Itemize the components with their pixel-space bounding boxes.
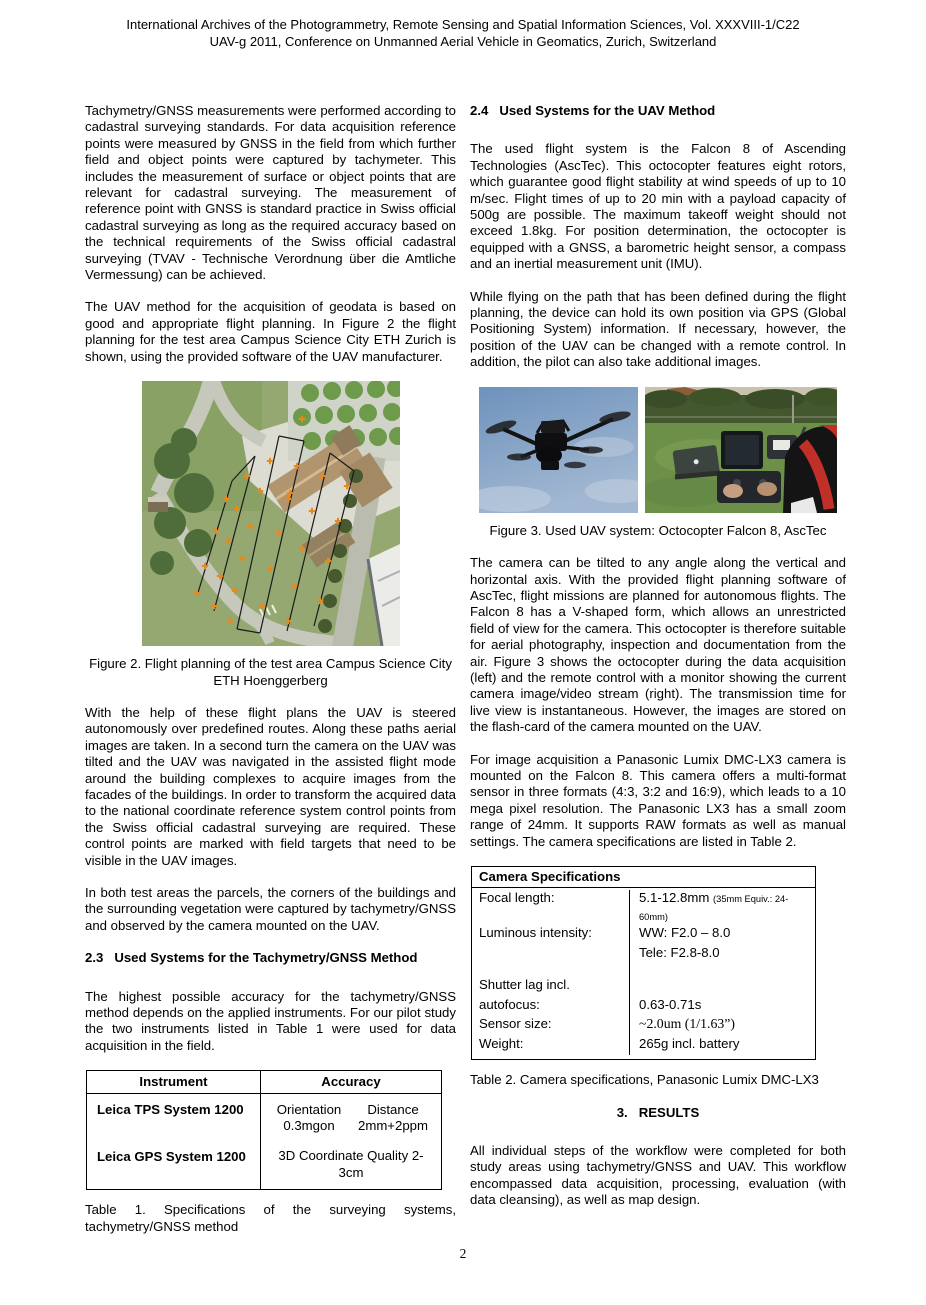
paragraph-tachymetry-standards: Tachymetry/GNSS measurements were performed according to cadastral surveying standards. For data acquisition reference points were measured by GNSS in the field from which further field and object points were captured by tachymeter. This includes the measurement of surface or object points that are relevant for cadastral surveying. The measurement of reference point with GNSS is standard practice in Swiss official cadastral surveying as long as the required accuracy based on the technical requirements of the Swiss official cadastral surveying (TVAV - Technische Verordnung über die Amtliche Vermessung) can be achieved. [85, 103, 456, 283]
table1-tps-accuracy [267, 1102, 435, 1135]
table1-header-row [87, 1071, 441, 1093]
table1-distance-label: Distance [367, 1101, 419, 1117]
paragraph-results: All individual steps of the workflow were completed for both study areas using tachymetry/GNSS and UAV. This workflow encompassed data acquisition, processing, evaluation (with data cleansing), as well as map design. [470, 1143, 846, 1208]
table1-instrument-column [87, 1094, 261, 1190]
table2-camera-specifications [471, 866, 816, 1060]
heading-results: 3. RESULTS [616, 1104, 700, 1120]
table2-row-shutter-lag: Shutter lag incl. [472, 977, 815, 997]
table1-header-instrument: Instrument [87, 1071, 261, 1092]
table2-row-luminous-intensity: Luminous intensity: WW: F2.0 – 8.0 [472, 925, 815, 945]
figure3-caption: Figure 3. Used UAV system: Octocopter Falcon 8, AscTec [489, 522, 827, 538]
table1-body [87, 1094, 441, 1190]
table1-caption-line1: Table 1. Specifications of the surveying systems, [85, 1202, 456, 1218]
table2-row-spacer [472, 964, 815, 977]
table1-instrument-gps: Leica GPS System 1200 [97, 1149, 246, 1165]
focal-length-value: 5.1-12.8mm [639, 890, 710, 906]
left-column [85, 103, 456, 1251]
figure2-aerial-image [142, 381, 400, 646]
table1-instrument-tps: Leica TPS System 1200 [97, 1101, 244, 1117]
table1-gps-accuracy: 3D Coordinate Quality 2-3cm [278, 1148, 424, 1180]
figure3-remote-control-photo [645, 387, 837, 513]
table2-row-focal-length: Focal length: 5.1-12.8mm (35mm Equiv.: 24-60mm) [472, 888, 815, 925]
table2-row-autofocus: autofocus: 0.63-0.71s [472, 997, 815, 1017]
paragraph-lumix: For image acquisition a Panasonic Lumix DMC-LX3 camera is mounted on the Falcon 8. This camera offers a multi-format sensor in three formats (4:3, 3:2 and 16:9), which leads to a 10 mega pixel resolution. The Panasonic LX3 has a small zoom range of 24mm. It supports RAW formats as well as manual settings. The camera specifications are listed in Table 2. [470, 751, 846, 849]
table1-surveying-systems [86, 1070, 442, 1190]
figure3-photos [470, 387, 846, 513]
figure3-octocopter-photo [479, 387, 638, 513]
paragraph-falcon8: The used flight system is the Falcon 8 of Ascending Technologies (AscTec). This octocopter features eight rotors, which guarantee good flight stability at wind speeds of up to 10 m/sec. Flight times of up to 20 min with a payload capacity of 500g are possible. The maximum takeoff weight should not exceed 1.8kg. For position determination, the octocopter is equipped with a GNSS, a barometric height sensor, a compass and an inertial measurement unit (IMU). [470, 141, 846, 272]
paragraph-flight-plans: With the help of these flight plans the UAV is steered autonomously over predefined routes. Along these paths aerial images are taken. In a second turn the camera on the UAV was tilted and the UAV was navigated in the assisted flight mode around the building complexes to acquire images from the facades of the buildings. In order to transform the acquired data to the national coordinate reference system control points from the Swiss official cadastral surveying are required. These control points are marked with field targets that need to be visible in the UAV images. [85, 704, 456, 868]
journal-header [0, 16, 926, 50]
figure3 [470, 387, 846, 539]
table1-orientation-label: Orientation [276, 1101, 342, 1117]
heading-2-4: 2.4 Used Systems for the UAV Method [470, 103, 716, 118]
paragraph-accuracy-instruments: The highest possible accuracy for the tachymetry/GNSS method depends on the applied instruments. For our pilot study the two instruments listed in Table 1 were used for data acquisition in the field. [85, 988, 456, 1053]
table1-orientation-value: 0.3mgon [283, 1118, 335, 1134]
table2-row-tele: Tele: F2.8-8.0 [472, 945, 815, 965]
journal-header-line1: International Archives of the Photogrammetry, Remote Sensing and Spatial Information Sciences, Vol. XXXVIII-1/C22 [126, 17, 800, 32]
focal-length-note: (35mm Equiv.: 24-60mm) [639, 894, 789, 922]
table1-caption-line2: tachymetry/GNSS method [85, 1218, 239, 1234]
figure2 [85, 381, 456, 689]
figure2-caption-line1: Figure 2. Flight planning of the test area Campus Science City [89, 656, 452, 672]
table2-title: Camera Specifications [472, 867, 815, 888]
table1-distance-value: 2mm+2ppm [358, 1118, 428, 1134]
paragraph-uav-method-planning: The UAV method for the acquisition of geodata is based on good and appropriate flight planning. In Figure 2 the flight planning for the test area Campus Science City ETH Zurich is shown, using the provided software of the UAV manufacturer. [85, 299, 456, 364]
page-number: 2 [459, 1246, 467, 1261]
figure2-caption-line2: ETH Hoenggerberg [213, 672, 328, 688]
paragraph-test-areas: In both test areas the parcels, the corners of the buildings and the surrounding vegetation were captured by tachymetry/GNSS and observed by the camera mounted on the UAV. [85, 884, 456, 933]
heading-2-3: 2.3 Used Systems for the Tachymetry/GNSS Method [85, 950, 418, 966]
table2-row-weight: Weight: 265g incl. battery [472, 1036, 815, 1060]
table2-caption: Table 2. Camera specifications, Panasonic Lumix DMC-LX3 [470, 1072, 819, 1088]
paragraph-camera-tilt: The camera can be tilted to any angle along the vertical and horizontal axis. With the provided flight planning software of AscTec, flight missions are planned for autonomous flights. The Falcon 8 has a V-shaped form, which allows an unrestricted field of view for the camera. This octocopter is therefore suitable for aerial photography, inspection and documentation from the air. Figure 3 shows the octocopter during the data acquisition (left) and the remote control with a monitor showing the current camera image/video stream (right). The transmission time for live view is instantaneous. However, the images are stored on the flash-card of the camera mounted on the UAV. [470, 555, 846, 735]
table1-header-accuracy: Accuracy [321, 1074, 381, 1090]
table2-row-sensor-size: Sensor size: ~2.0um (1/1.63”) [472, 1016, 815, 1036]
table1-accuracy-column [261, 1094, 441, 1190]
figure2-caption [85, 656, 456, 689]
journal-header-line2: UAV-g 2011, Conference on Unmanned Aerial Vehicle in Geomatics, Zurich, Switzerland [209, 34, 717, 49]
right-column [470, 103, 846, 1225]
paragraph-gps-hold: While flying on the path that has been defined during the flight planning, the device can hold its own position via GPS (Global Positioning System) information. If necessary, however, the position of the UAV can be changed with a remote control. In addition, the pilot can also take additional images. [470, 288, 846, 370]
